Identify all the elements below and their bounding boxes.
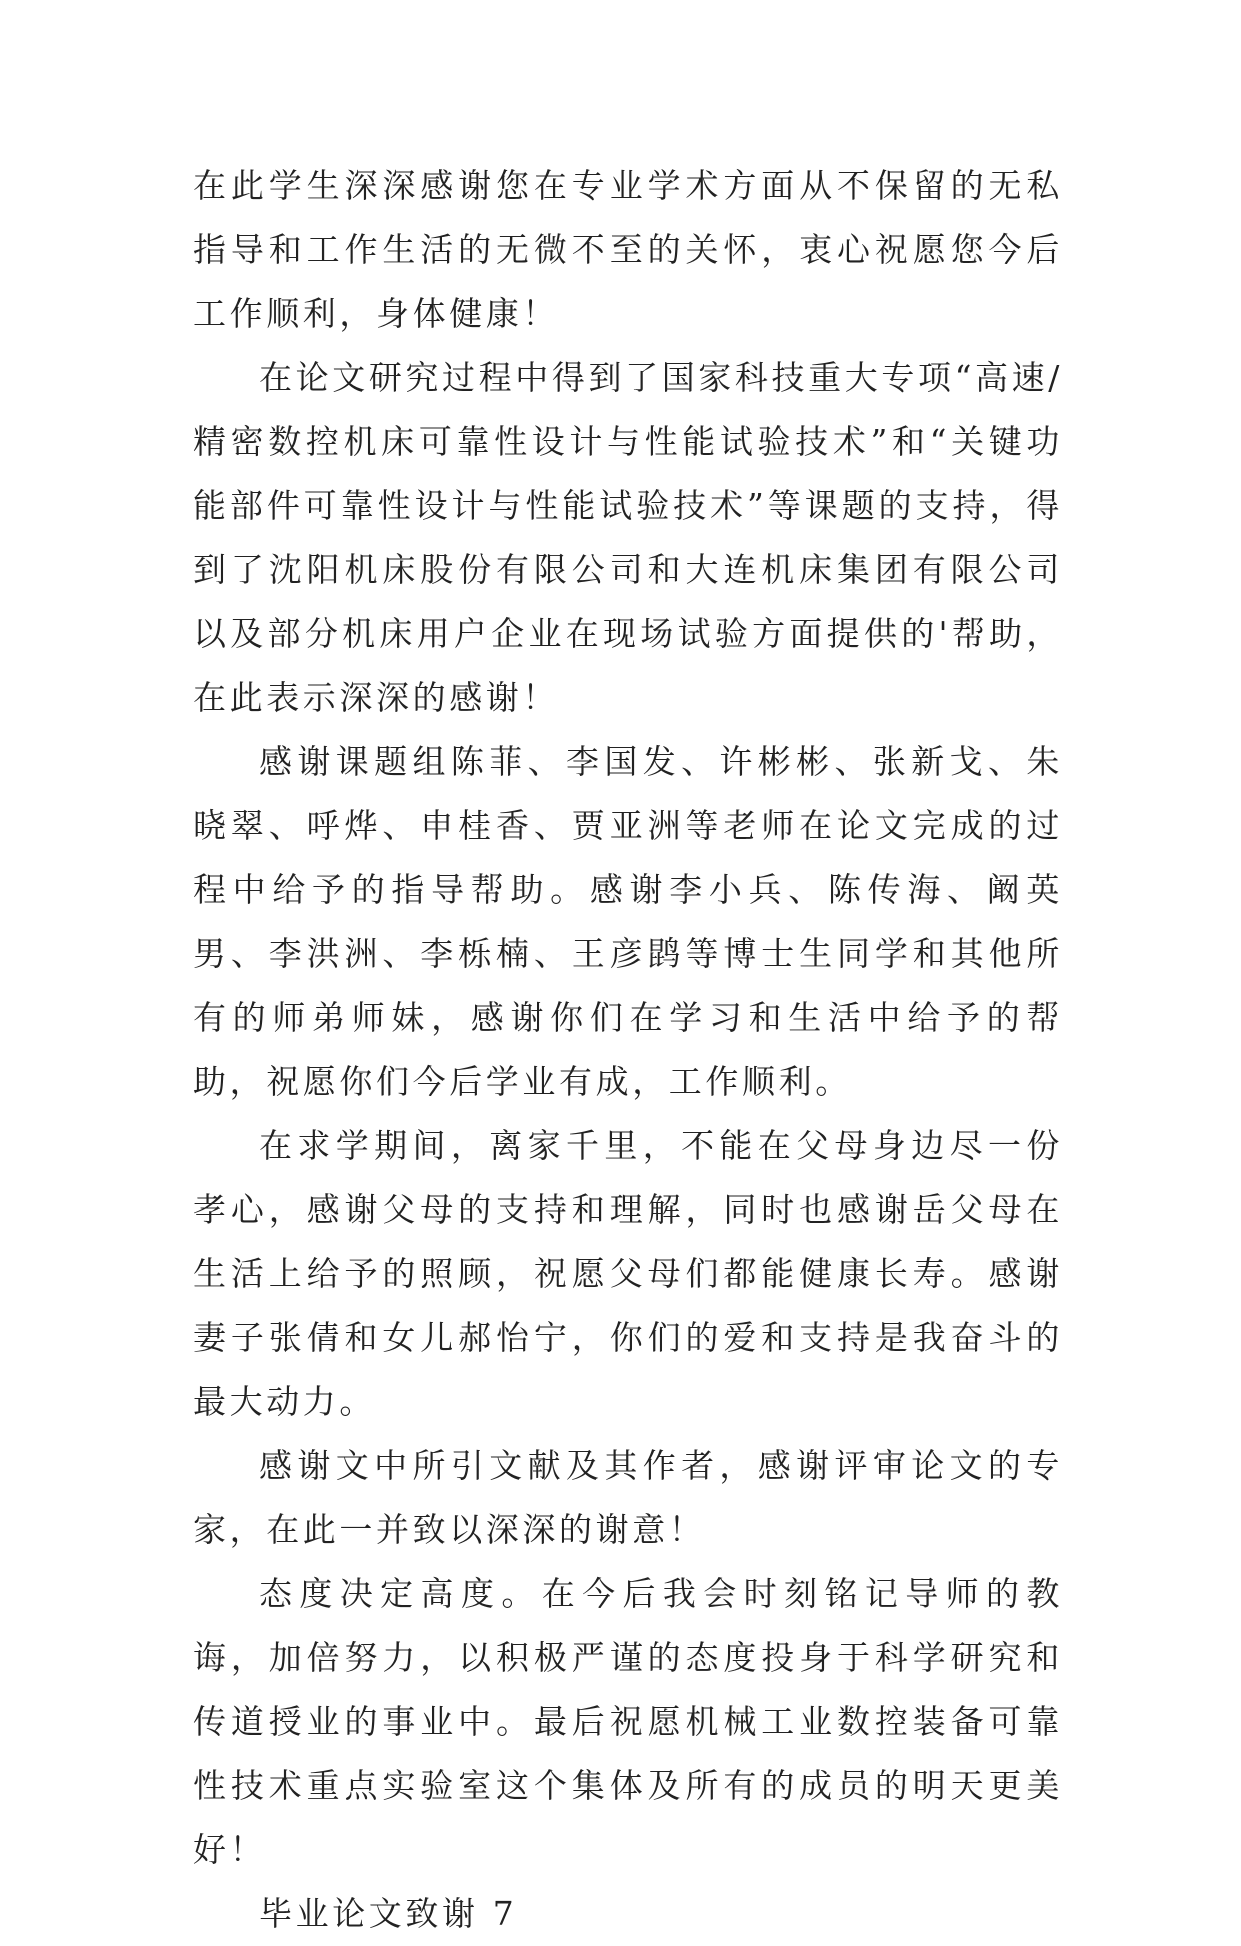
paragraph-thanks-colleagues: 感谢课题组陈菲、李国发、许彬彬、张新戈、朱晓翠、呼烨、申桂香、贾亚洲等老师在论文完成的过程中给予的指导帮助。感谢李小兵、陈传海、阚英男、李洪洲、李栎楠、王彦鹍等博士生同学和其他所有的师弟师妹，感谢你们在学习和生活中给予的帮助，祝愿你们今后学业有成，工作顺利。 — [193, 742, 1063, 1101]
paragraph-closing: 态度决定高度。在今后我会时刻铭记导师的教诲，加倍努力，以积极严谨的态度投身于科学研究和传道授业的事业中。最后祝愿机械工业数控装备可靠性技术重点实验室这个集体及所有的成员的明天更美好！ — [193, 1574, 1063, 1869]
paragraph-thanks-family: 在求学期间，离家千里，不能在父母身边尽一份孝心，感谢父母的支持和理解，同时也感谢岳父母在生活上给予的照顾，祝愿父母们都能健康长寿。感谢妻子张倩和女儿郝怡宁，你们的爱和支持是我奋斗的最大动力。 — [193, 1126, 1063, 1421]
paragraph-thanks-references: 感谢文中所引文献及其作者，感谢评审论文的专家，在此一并致以深深的谢意！ — [193, 1446, 1063, 1549]
paragraph-continuation: 在此学生深深感谢您在专业学术方面从不保留的无私指导和工作生活的无微不至的关怀，衷心祝愿您今后工作顺利，身体健康！ — [193, 166, 1063, 333]
section-heading: 毕业论文致谢 7 — [259, 1894, 518, 1933]
paragraph-project-support: 在论文研究过程中得到了国家科技重大专项“高速/精密数控机床可靠性设计与性能试验技术”和“关键功能部件可靠性设计与性能试验技术”等课题的支持，得到了沈阳机床股份有限公司和大连机床集团有限公司以及部分机床用户企业在现场试验方面提供的'帮助，在此表示深深的感谢！ — [193, 358, 1063, 717]
body-text — [193, 154, 1063, 1946]
